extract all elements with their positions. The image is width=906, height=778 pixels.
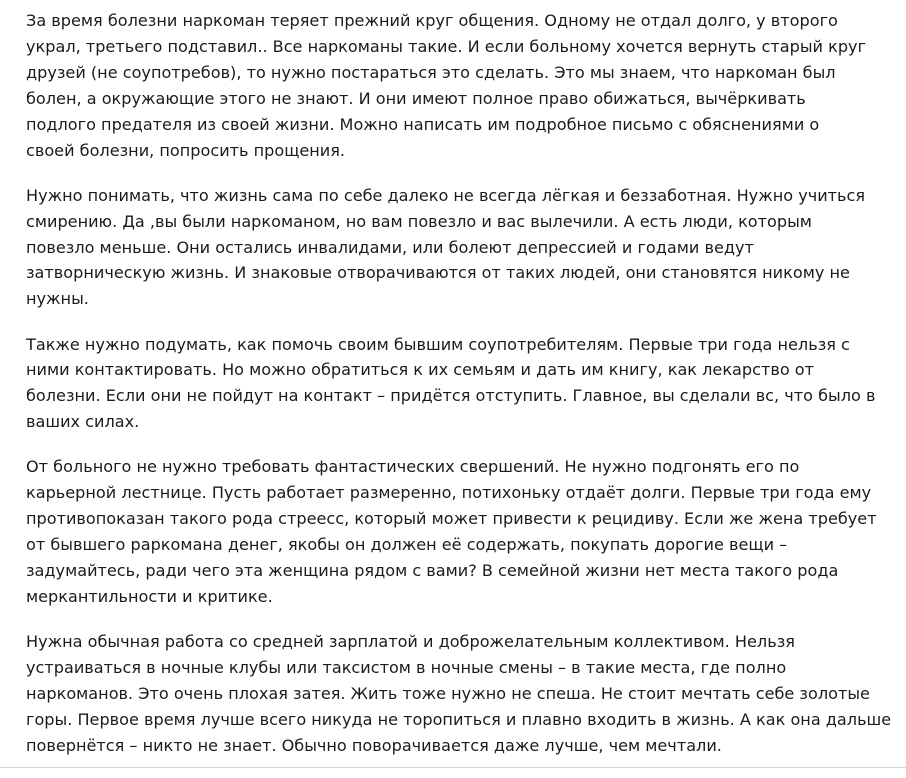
text-line: украл, третьего подставил.. Все наркоманы такие. И если больному хочется вернуть старый круг	[26, 36, 867, 56]
text-line: устраиваться в ночные клубы или таксистом в ночные смены – в такие места, где полно	[26, 658, 787, 678]
paragraph-2	[26, 183, 892, 313]
text-line: ними контактировать. Но можно обратиться к их семьям и дать им книгу, как лекарство от	[26, 360, 815, 380]
text-line: Нужна обычная работа со средней зарплатой и доброжелательным коллективом. Нельзя	[26, 632, 795, 652]
text-line: наркоманов. Это очень плохая затея. Жить тоже нужно не спеша. Не стоит мечтать себе золотые	[26, 684, 870, 704]
text-line: болезни. Если они не пойдут на контакт – придётся отступить. Главное, вы сделали вс, что было в	[26, 386, 876, 406]
text-line: повернётся – никто не знает. Обычно поворачивается даже лучше, чем мечтали.	[26, 735, 722, 755]
text-line: Также нужно подумать, как помочь своим бывшим соупотребителям. Первые три года нельзя с	[26, 334, 850, 354]
text-line: карьерной лестнице. Пусть работает размеренно, потихоньку отдаёт долги. Первые три года ему	[26, 483, 872, 503]
text-line: нужны.	[26, 289, 89, 309]
paragraph-4	[26, 454, 892, 609]
text-line: Нужно понимать, что жизнь сама по себе далеко не всегда лёгкая и беззаботная. Нужно учиться	[26, 185, 866, 205]
document-body	[26, 8, 892, 778]
text-line: друзей (не соупотребов), то нужно постараться это сделать. Это мы знаем, что наркоман был	[26, 62, 836, 82]
text-line: противопоказан такого рода стреесс, который может привести к рецидиву. Если же жена требует	[26, 509, 877, 529]
text-line: смирению. Да ,вы были наркоманом, но вам повезло и вас вылечили. А есть люди, которым	[26, 211, 812, 231]
text-line: меркантильности и критике.	[26, 587, 273, 607]
text-line: своей болезни, попросить прощения.	[26, 140, 346, 160]
text-line: от бывшего раркомана денег, якобы он должен её содержать, покупать дорогие вещи –	[26, 535, 788, 555]
text-line: болен, а окружающие этого не знают. И они имеют полное право обижаться, вычёркивать	[26, 88, 806, 108]
text-line: От больного не нужно требовать фантастических свершений. Не нужно подгонять его по	[26, 457, 800, 477]
text-line: ваших силах.	[26, 412, 140, 432]
text-line: повезло меньше. Они остались инвалидами, или болеют депрессией и годами ведут	[26, 237, 754, 257]
paragraph-5	[26, 629, 892, 759]
paragraph-3	[26, 332, 892, 436]
text-line: За время болезни наркоман теряет прежний круг общения. Одному не отдал долго, у второго	[26, 11, 838, 30]
text-line: горы. Первое время лучше всего никуда не торопиться и плавно входить в жизнь. А как она дальше	[26, 709, 892, 729]
text-line: затворническую жизнь. И знаковые отворачиваются от таких людей, они становятся никому не	[26, 263, 850, 283]
text-line: задумайтесь, ради чего эта женщина рядом с вами? В семейной жизни нет места такого рода	[26, 561, 839, 581]
text-line: подлого предателя из своей жизни. Можно написать им подробное письмо с обяснениями о	[26, 114, 820, 134]
paragraph-1	[26, 8, 892, 163]
page-bottom-divider	[0, 767, 906, 768]
